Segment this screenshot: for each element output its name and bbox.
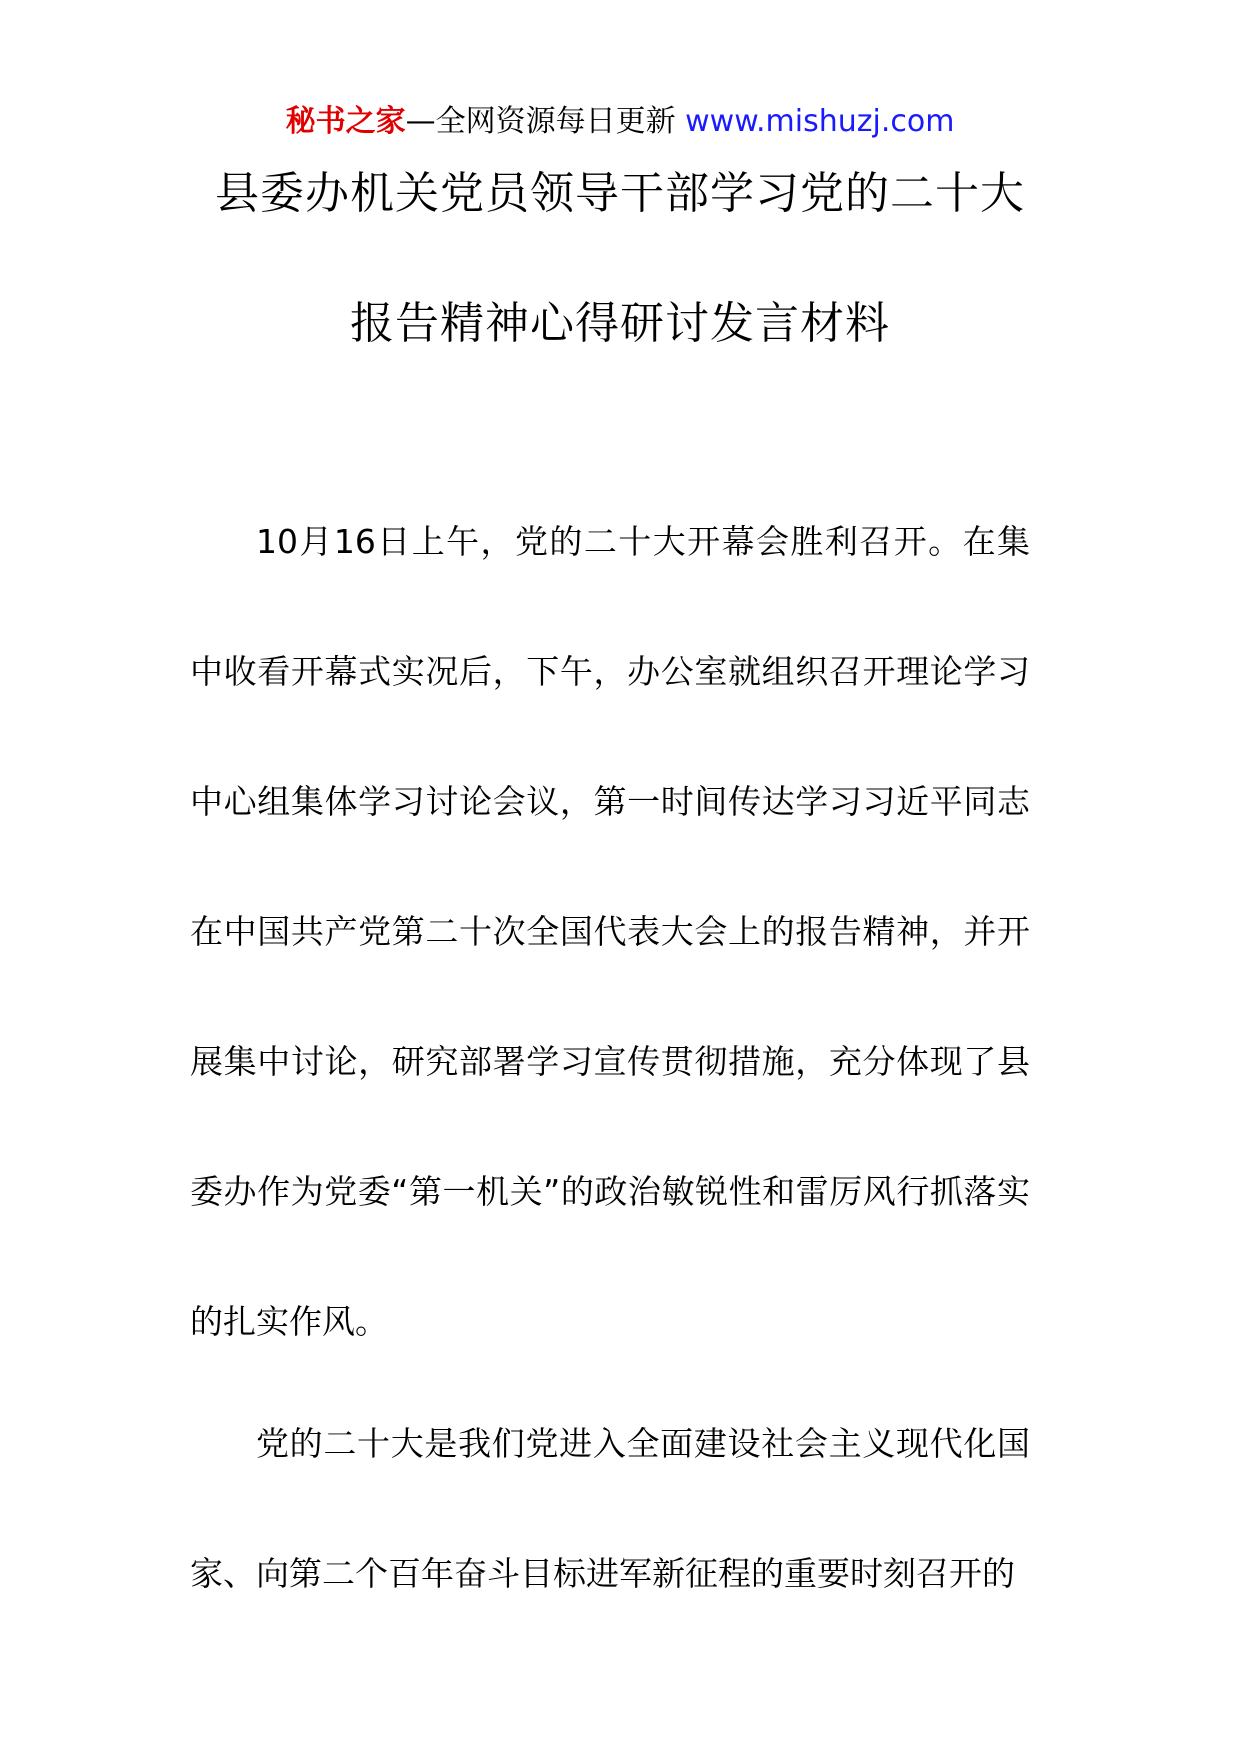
header-slogan: —全网资源每日更新 [405, 104, 676, 139]
site-url-link[interactable]: www.mishuzj.com [685, 104, 955, 139]
site-header [0, 102, 1240, 142]
body-paragraph-1: 10月16日上午，党的二十大开幕会胜利召开。在集中收看开幕式实况后，下午，办公室就组织召开理论学习中心组集体学习讨论会议，第一时间传达学习习近平同志在中国共产党第二十次全国代表大会上的报告精神，并开展集中讨论，研究部署学习宣传贯彻措施，充分体现了县委办作为党委“第一机关”的政治敏锐性和雷厉风行抓落实的扎实作风。 [190, 522, 1030, 1341]
brand-name: 秘书之家 [285, 104, 406, 139]
body-paragraph-2: 党的二十大是我们党进入全面建设社会主义现代化国家、向第二个百年奋斗目标进军新征程的重要时刻召开的 [190, 1424, 1030, 1593]
document-body [190, 477, 1030, 1639]
document-title-line-1: 县委办机关党员领导干部学习党的二十大 [215, 168, 1025, 219]
document-title-line-2: 报告精神心得研讨发言材料 [350, 298, 890, 349]
